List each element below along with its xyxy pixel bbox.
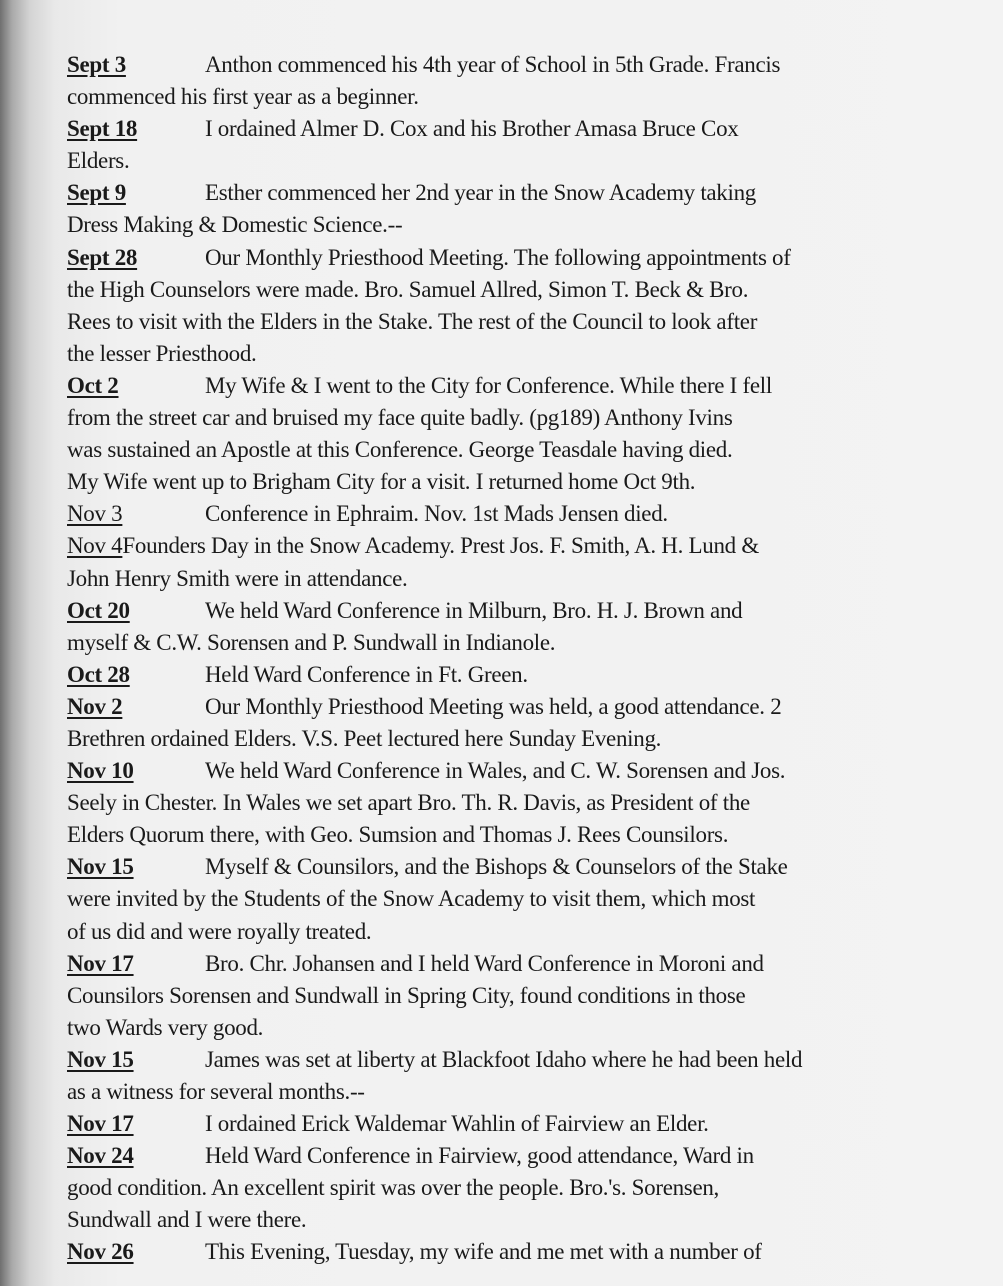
- journal-entry: [67, 1044, 947, 1108]
- entry-line: [67, 1204, 947, 1236]
- entry-text: My Wife went up to Brigham City for a visit. I returned home Oct 9th.: [67, 469, 696, 495]
- entry-line: [67, 177, 947, 209]
- entry-line: [67, 466, 947, 498]
- entry-line: [67, 1012, 947, 1044]
- journal-entry: [67, 498, 947, 530]
- entry-line: [67, 113, 947, 145]
- journal-entry: [67, 851, 947, 947]
- entry-text: was sustained an Apostle at this Conference. George Teasdale having died.: [67, 437, 733, 463]
- entry-line: [67, 883, 947, 915]
- entry-line: [67, 338, 947, 370]
- entry-line: [67, 691, 947, 723]
- entry-text: commenced his first year as a beginner.: [67, 84, 419, 110]
- journal-entry: [67, 659, 947, 691]
- entry-text: Sundwall and I were there.: [67, 1207, 307, 1233]
- entry-date: Nov 3: [67, 501, 123, 527]
- entry-line: [67, 1044, 947, 1076]
- entry-text: Founders Day in the Snow Academy. Prest Jos. F. Smith, A. H. Lund &: [122, 533, 759, 559]
- entry-date: Nov 26: [67, 1239, 134, 1265]
- entry-date: Nov 15: [67, 854, 134, 880]
- entry-text: Myself & Counsilors, and the Bishops & Counselors of the Stake: [205, 854, 788, 880]
- entry-text: This Evening, Tuesday, my wife and me met with a number of: [205, 1239, 762, 1265]
- entry-line: [67, 81, 947, 113]
- journal-entry: [67, 530, 947, 594]
- journal-entry: [67, 1140, 947, 1236]
- entry-text: Counsilors Sorensen and Sundwall in Spring City, found conditions in those: [67, 982, 746, 1008]
- entry-line: [67, 851, 947, 883]
- entry-line: [67, 274, 947, 306]
- entry-date: Oct 20: [67, 597, 130, 623]
- entry-date: Nov 4: [67, 533, 123, 559]
- entry-date: Sept 18: [67, 116, 138, 142]
- entry-date: Sept 3: [67, 52, 126, 77]
- entry-line: [67, 530, 947, 562]
- entry-date: Nov 2: [67, 693, 123, 719]
- journal-entry: [67, 948, 947, 1044]
- journal-entry: [67, 1236, 947, 1268]
- entry-text: Esther commenced her 2nd year in the Snow Academy taking: [205, 180, 757, 206]
- entry-line: [67, 1236, 947, 1268]
- entry-date: Oct 28: [67, 661, 130, 687]
- entry-line: [67, 209, 947, 241]
- entry-text: Rees to visit with the Elders in the Stake. The rest of the Council to look after: [67, 308, 758, 334]
- entry-line: [67, 563, 947, 595]
- entry-text: Dress Making & Domestic Science.--: [67, 212, 403, 238]
- entry-text: Held Ward Conference in Ft. Green.: [205, 661, 528, 687]
- entry-line: [67, 145, 947, 177]
- entry-line: [67, 595, 947, 627]
- entry-text: two Wards very good.: [67, 1014, 264, 1040]
- entry-date: Nov 17: [67, 1111, 134, 1137]
- entry-line: [67, 1076, 947, 1108]
- entry-text: Bro. Chr. Johansen and I held Ward Conference in Moroni and: [205, 950, 764, 976]
- entry-text: James was set at liberty at Blackfoot Idaho where he had been held: [205, 1046, 803, 1072]
- entry-line: [67, 402, 947, 434]
- entry-line: [67, 787, 947, 819]
- journal-page: [67, 49, 947, 1269]
- entry-text: Brethren ordained Elders. V.S. Peet lectured here Sunday Evening.: [67, 725, 662, 751]
- entry-date: Sept 28: [67, 244, 138, 270]
- entry-text: the High Counselors were made. Bro. Samuel Allred, Simon T. Beck & Bro.: [67, 276, 749, 302]
- entry-line: [67, 916, 947, 948]
- entry-text: We held Ward Conference in Wales, and C. W. Sorensen and Jos.: [205, 758, 786, 784]
- journal-entry: [67, 49, 947, 113]
- entry-line: [67, 242, 947, 274]
- entry-date: Nov 10: [67, 758, 134, 784]
- entry-text: Seely in Chester. In Wales we set apart Bro. Th. R. Davis, as President of the: [67, 790, 750, 816]
- journal-entry: [67, 113, 947, 177]
- entry-date: Oct 2: [67, 372, 119, 398]
- entry-line: [67, 1140, 947, 1172]
- entry-text: the lesser Priesthood.: [67, 340, 257, 366]
- journal-entry: [67, 1108, 947, 1140]
- entry-text: Anthon commenced his 4th year of School in 5th Grade. Francis: [205, 52, 781, 77]
- entry-date: Sept 9: [67, 180, 126, 206]
- entry-text: good condition. An excellent spirit was over the people. Bro.'s. Sorensen,: [67, 1175, 720, 1201]
- entry-line: [67, 370, 947, 402]
- entry-line: [67, 627, 947, 659]
- entry-text: John Henry Smith were in attendance.: [67, 565, 408, 591]
- entry-date: Nov 15: [67, 1046, 134, 1072]
- entry-text: Our Monthly Priesthood Meeting. The following appointments of: [205, 244, 791, 270]
- entry-line: [67, 948, 947, 980]
- journal-entry: [67, 370, 947, 498]
- entry-line: [67, 434, 947, 466]
- entry-text: Elders Quorum there, with Geo. Sumsion and Thomas J. Rees Counsilors.: [67, 822, 729, 848]
- entry-line: [67, 755, 947, 787]
- entry-text: myself & C.W. Sorensen and P. Sundwall in Indianole.: [67, 629, 556, 655]
- journal-entry: [67, 691, 947, 755]
- entry-text: of us did and were royally treated.: [67, 918, 372, 944]
- entry-text: Elders.: [67, 148, 130, 174]
- entry-date: Nov 17: [67, 950, 134, 976]
- entry-line: [67, 980, 947, 1012]
- entry-line: [67, 1172, 947, 1204]
- journal-entry: [67, 595, 947, 659]
- entry-text: Conference in Ephraim. Nov. 1st Mads Jensen died.: [205, 501, 668, 527]
- entry-line: [67, 819, 947, 851]
- entry-line: [67, 723, 947, 755]
- entry-text: We held Ward Conference in Milburn, Bro. H. J. Brown and: [205, 597, 743, 623]
- entry-text: I ordained Erick Waldemar Wahlin of Fairview an Elder.: [205, 1111, 709, 1137]
- entry-line: [67, 659, 947, 691]
- entry-line: [67, 306, 947, 338]
- entry-text: My Wife & I went to the City for Conference. While there I fell: [205, 372, 772, 398]
- entry-text: Our Monthly Priesthood Meeting was held, a good attendance. 2: [205, 693, 782, 719]
- entry-text: were invited by the Students of the Snow Academy to visit them, which most: [67, 886, 756, 912]
- entry-text: from the street car and bruised my face quite badly. (pg189) Anthony Ivins: [67, 405, 733, 431]
- entry-line: [67, 1108, 947, 1140]
- entry-date: Nov 24: [67, 1143, 134, 1169]
- entry-text: Held Ward Conference in Fairview, good attendance, Ward in: [205, 1143, 754, 1169]
- entry-line: [67, 498, 947, 530]
- journal-entry: [67, 242, 947, 370]
- journal-entry: [67, 755, 947, 851]
- entry-text: as a witness for several months.--: [67, 1079, 365, 1104]
- entry-line: [67, 49, 947, 81]
- entry-text: I ordained Almer D. Cox and his Brother Amasa Bruce Cox: [205, 116, 739, 142]
- journal-entry: [67, 177, 947, 241]
